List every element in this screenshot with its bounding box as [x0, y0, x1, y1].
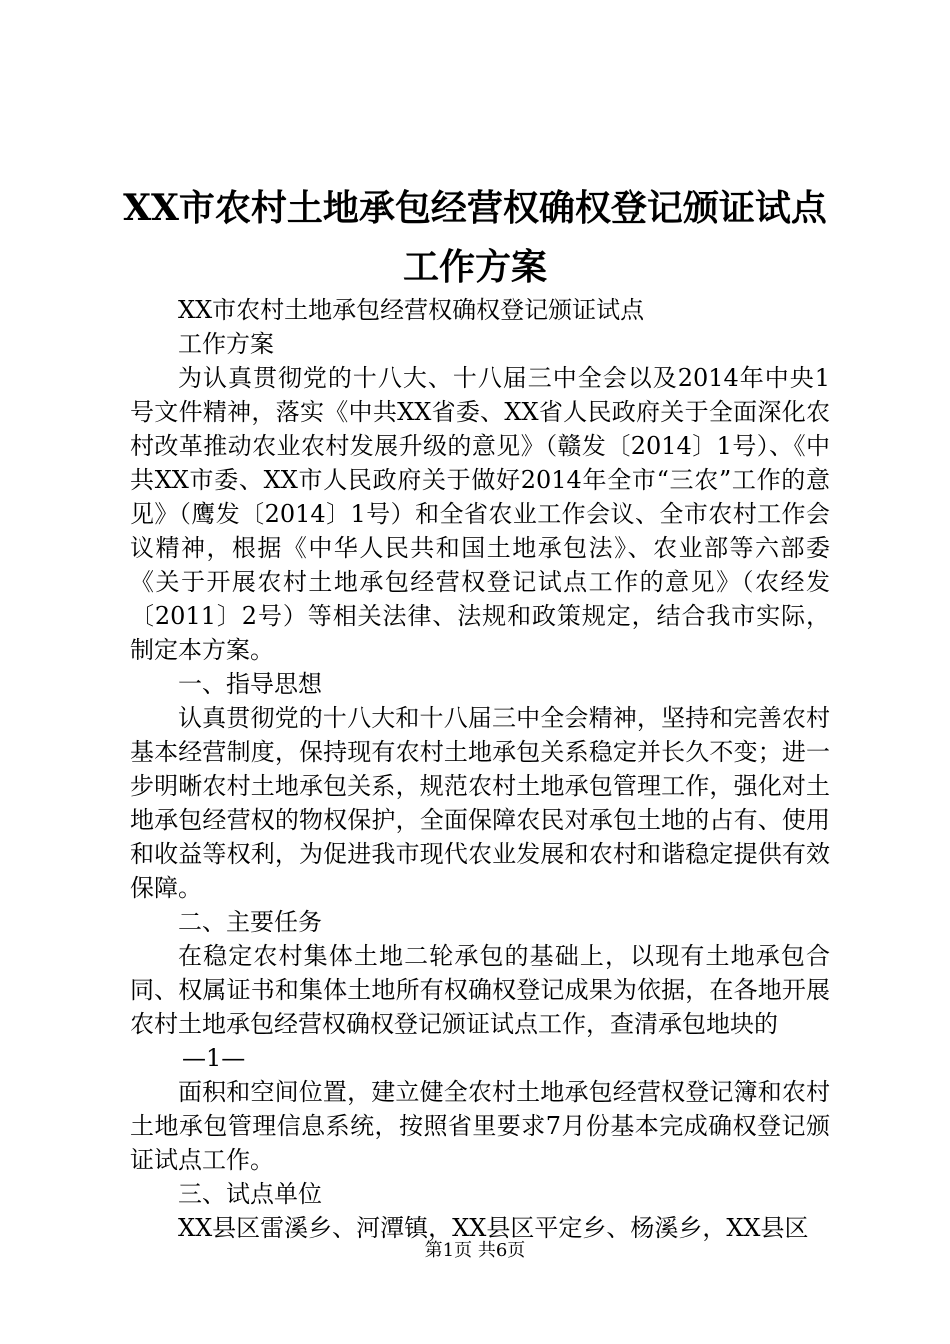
subtitle-line-2: 工作方案 — [178, 330, 274, 358]
section-heading-pilot-units: 三、试点单位 — [178, 1180, 322, 1208]
document-body — [130, 293, 830, 1245]
page-footer: 第1页 共6页 — [424, 1240, 526, 1261]
section-heading-main-tasks: 二、主要任务 — [178, 908, 322, 936]
main-tasks-continued-paragraph: 面积和空间位置，建立健全农村土地承包经营权登记簿和农村土地承包管理信息系统，按照省里要求7月份基本完成确权登记颁证试点工作。 — [130, 1078, 830, 1174]
section-heading-guiding-ideology: 一、指导思想 — [178, 670, 322, 698]
intro-paragraph: 为认真贯彻党的十八大、十八届三中全会以及2014年中央1号文件精神，落实《中共XX省委、XX省人民政府关于全面深化农村改革推动农业农村发展升级的意见》（赣发〔2014〕1号）、《中共XX市委、XX市人民政府关于做好2014年全市“三农”工作的意见》（鹰发〔2014〕1号）和全省农业工作会议、全市农村工作会议精神，根据《中华人民共和国土地承包法》、农业部等六部委《关于开展农村土地承包经营权登记试点工作的意见》（农经发〔2011〕2号）等相关法律、法规和政策规定，结合我市实际，制定本方案。 — [130, 364, 830, 664]
subtitle-line-1: XX市农村土地承包经营权确权登记颁证试点 — [178, 296, 645, 324]
pilot-units-paragraph: XX县区雷溪乡、河潭镇，XX县区平定乡、杨溪乡，XX县区 — [178, 1214, 809, 1242]
document-title-line-2: 工作方案 — [402, 246, 547, 288]
main-tasks-paragraph: 在稳定农村集体土地二轮承包的基础上，以现有土地承包合同、权属证书和集体土地所有权确权登记成果为依据，在各地开展农村土地承包经营权确权登记颁证试点工作，查清承包地块的 — [130, 942, 830, 1038]
guiding-ideology-paragraph: 认真贯彻党的十八大和十八届三中全会精神，坚持和完善农村基本经营制度，保持现有农村土地承包关系稳定并长久不变；进一步明晰农村土地承包关系，规范农村土地承包管理工作，强化对土地承包经营权的物权保护，全面保障农民对承包土地的占有、使用和收益等权利，为促进我市现代农业发展和农村和谐稳定提供有效保障。 — [130, 704, 830, 902]
inline-page-marker: —1— — [182, 1044, 246, 1072]
document-title-line-1: XX市农村土地承包经营权确权登记颁证试点 — [123, 187, 827, 229]
